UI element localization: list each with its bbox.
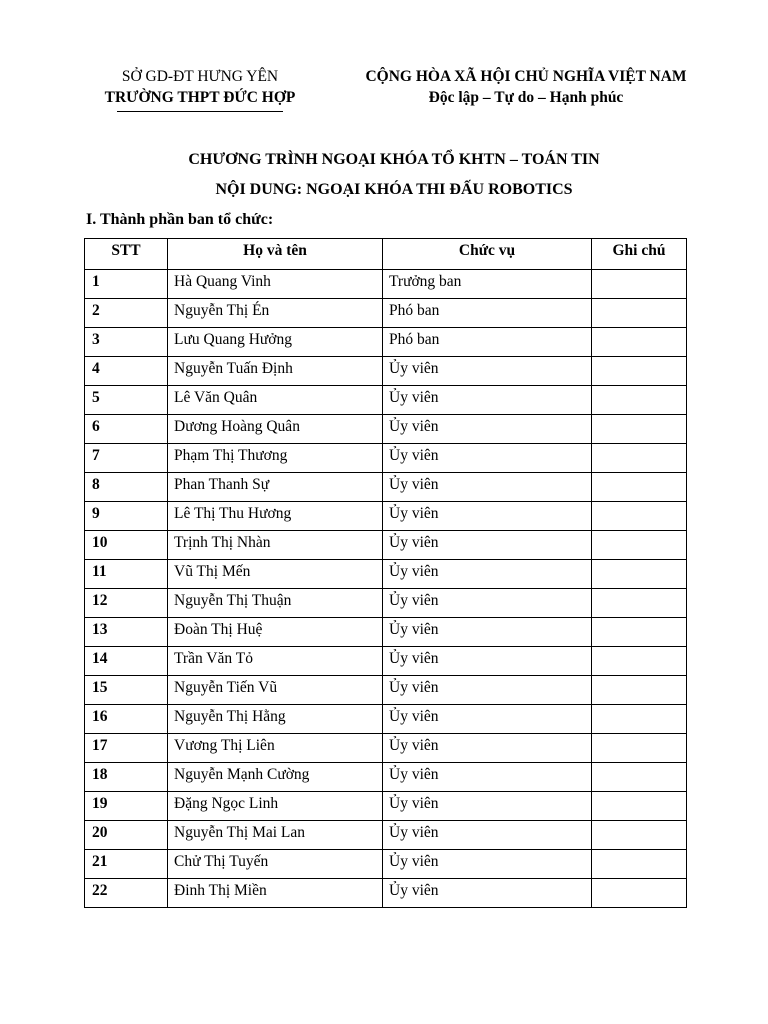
school-name: TRƯỜNG THPT ĐỨC HỢP (104, 89, 296, 106)
country-name: CỘNG HÒA XÃ HỘI CHỦ NGHĨA VIỆT NAM (365, 68, 687, 85)
cell-role: Phó ban (383, 328, 592, 357)
cell-role: Ủy viên (383, 444, 592, 473)
cell-note (592, 676, 687, 705)
table-row (85, 763, 687, 792)
section-heading: I. Thành phần ban tổ chức: (86, 211, 274, 228)
cell-stt: 7 (85, 444, 168, 473)
cell-role: Ủy viên (383, 821, 592, 850)
cell-stt: 13 (85, 618, 168, 647)
cell-name: Vương Thị Liên (168, 734, 383, 763)
cell-stt: 11 (85, 560, 168, 589)
cell-note (592, 705, 687, 734)
cell-stt: 9 (85, 502, 168, 531)
cell-note (592, 328, 687, 357)
table-row (85, 647, 687, 676)
cell-name: Phạm Thị Thương (168, 444, 383, 473)
table-row (85, 299, 687, 328)
column-header-role: Chức vụ (383, 239, 592, 270)
cell-role: Ủy viên (383, 386, 592, 415)
cell-name: Nguyễn Thị Mai Lan (168, 821, 383, 850)
cell-name: Nguyễn Thị Én (168, 299, 383, 328)
cell-role: Ủy viên (383, 357, 592, 386)
table-row (85, 560, 687, 589)
cell-role: Ủy viên (383, 473, 592, 502)
cell-role: Ủy viên (383, 531, 592, 560)
cell-name: Vũ Thị Mến (168, 560, 383, 589)
cell-role: Ủy viên (383, 676, 592, 705)
cell-role: Ủy viên (383, 415, 592, 444)
table-row (85, 821, 687, 850)
content-title: NỘI DUNG: NGOẠI KHÓA THI ĐẤU ROBOTICS (215, 181, 573, 198)
cell-stt: 10 (85, 531, 168, 560)
organizing-committee-table (84, 238, 687, 908)
table-row (85, 386, 687, 415)
table-row (85, 850, 687, 879)
cell-stt: 22 (85, 879, 168, 908)
cell-stt: 20 (85, 821, 168, 850)
cell-stt: 2 (85, 299, 168, 328)
cell-stt: 5 (85, 386, 168, 415)
table-row (85, 705, 687, 734)
cell-note (592, 386, 687, 415)
table-row (85, 502, 687, 531)
cell-role: Ủy viên (383, 763, 592, 792)
table-row (85, 357, 687, 386)
cell-note (592, 589, 687, 618)
cell-name: Hà Quang Vinh (168, 270, 383, 299)
table-row (85, 734, 687, 763)
table-row (85, 328, 687, 357)
column-header-name: Họ và tên (168, 239, 383, 270)
cell-name: Lê Văn Quân (168, 386, 383, 415)
table-row (85, 589, 687, 618)
cell-role: Ủy viên (383, 879, 592, 908)
cell-name: Trần Văn Tỏ (168, 647, 383, 676)
cell-stt: 18 (85, 763, 168, 792)
cell-note (592, 299, 687, 328)
cell-note (592, 647, 687, 676)
table-row (85, 531, 687, 560)
cell-name: Phan Thanh Sự (168, 473, 383, 502)
cell-note (592, 270, 687, 299)
table-row (85, 676, 687, 705)
cell-note (592, 357, 687, 386)
department-name: SỞ GD-ĐT HƯNG YÊN (121, 68, 279, 85)
program-title: CHƯƠNG TRÌNH NGOẠI KHÓA TỔ KHTN – TOÁN TIN (188, 151, 600, 168)
cell-stt: 16 (85, 705, 168, 734)
cell-stt: 3 (85, 328, 168, 357)
cell-name: Trịnh Thị Nhàn (168, 531, 383, 560)
cell-note (592, 879, 687, 908)
cell-note (592, 444, 687, 473)
cell-note (592, 792, 687, 821)
table-row (85, 415, 687, 444)
cell-role: Ủy viên (383, 647, 592, 676)
cell-name: Đặng Ngọc Linh (168, 792, 383, 821)
cell-stt: 19 (85, 792, 168, 821)
school-underline (117, 111, 283, 112)
column-header-stt: STT (85, 239, 168, 270)
header-right (348, 66, 704, 108)
cell-role: Phó ban (383, 299, 592, 328)
cell-role: Ủy viên (383, 589, 592, 618)
cell-role: Ủy viên (383, 705, 592, 734)
cell-name: Dương Hoàng Quân (168, 415, 383, 444)
table-row (85, 792, 687, 821)
cell-note (592, 850, 687, 879)
table-row (85, 270, 687, 299)
cell-note (592, 415, 687, 444)
cell-stt: 4 (85, 357, 168, 386)
cell-note (592, 560, 687, 589)
table-row (85, 879, 687, 908)
cell-note (592, 734, 687, 763)
cell-note (592, 473, 687, 502)
cell-name: Nguyễn Tiến Vũ (168, 676, 383, 705)
cell-name: Nguyễn Tuấn Định (168, 357, 383, 386)
cell-role: Ủy viên (383, 734, 592, 763)
cell-stt: 12 (85, 589, 168, 618)
cell-stt: 15 (85, 676, 168, 705)
cell-name: Nguyễn Thị Hằng (168, 705, 383, 734)
cell-role: Ủy viên (383, 618, 592, 647)
cell-note (592, 821, 687, 850)
cell-stt: 21 (85, 850, 168, 879)
cell-role: Ủy viên (383, 560, 592, 589)
cell-note (592, 763, 687, 792)
cell-stt: 14 (85, 647, 168, 676)
cell-stt: 6 (85, 415, 168, 444)
cell-role: Ủy viên (383, 850, 592, 879)
table-body (85, 270, 687, 908)
header-left (96, 66, 304, 112)
cell-note (592, 502, 687, 531)
cell-name: Lưu Quang Hưởng (168, 328, 383, 357)
table-header-row (85, 239, 687, 270)
cell-role: Ủy viên (383, 502, 592, 531)
table-row (85, 618, 687, 647)
table-row (85, 444, 687, 473)
cell-stt: 1 (85, 270, 168, 299)
cell-name: Nguyễn Mạnh Cường (168, 763, 383, 792)
cell-name: Nguyễn Thị Thuận (168, 589, 383, 618)
cell-stt: 8 (85, 473, 168, 502)
cell-stt: 17 (85, 734, 168, 763)
table-row (85, 473, 687, 502)
cell-note (592, 531, 687, 560)
cell-name: Đoàn Thị Huệ (168, 618, 383, 647)
cell-role: Ủy viên (383, 792, 592, 821)
national-motto: Độc lập – Tự do – Hạnh phúc (428, 89, 624, 106)
cell-name: Chử Thị Tuyến (168, 850, 383, 879)
cell-role: Trưởng ban (383, 270, 592, 299)
cell-name: Đinh Thị Miền (168, 879, 383, 908)
cell-name: Lê Thị Thu Hương (168, 502, 383, 531)
column-header-note: Ghi chú (592, 239, 687, 270)
cell-note (592, 618, 687, 647)
